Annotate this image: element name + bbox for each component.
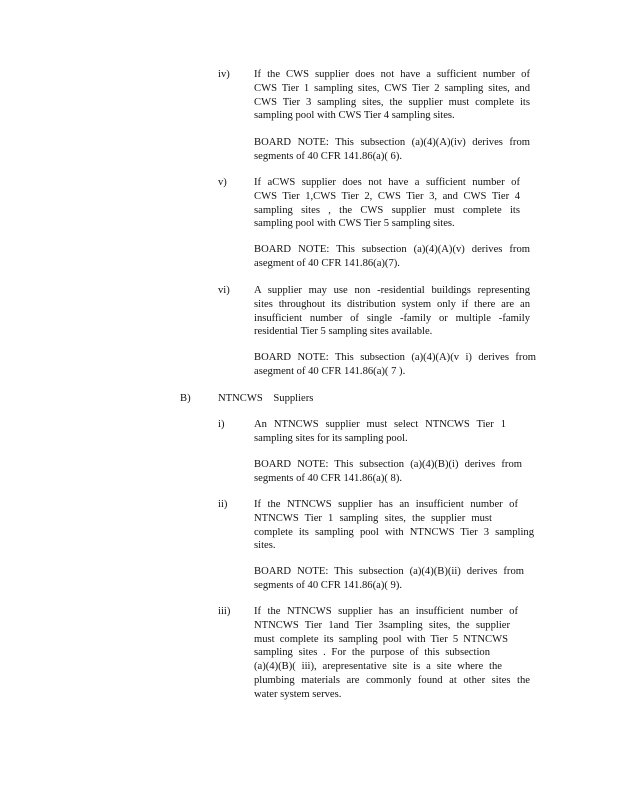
text-line: sampling sites , the CWS supplier must complete its	[254, 204, 520, 216]
board-note-vi	[254, 351, 536, 379]
text-line: NTNCWS Tier 1 sampling sites, the supplier must	[254, 512, 492, 524]
note-line: BOARD NOTE: This subsection (a)(4)(B)(ii) derives from	[254, 566, 524, 577]
board-note-v	[254, 243, 530, 271]
text-line: (a)(4)(B)( iii), arepresentative site is a site where the	[254, 661, 502, 673]
text-line: must complete its sampling pool with Tier 5 NTNCWS	[254, 633, 508, 645]
note-line: asegment of 40 CFR 141.86(a)(7).	[254, 257, 400, 269]
board-note-b-ii	[254, 565, 524, 593]
text-line: If the NTNCWS supplier has an insufficient number of	[254, 606, 518, 617]
text-line: If aCWS supplier does not have a sufficient number of	[254, 177, 520, 188]
text-line: insufficient number of single -family or multiple -family	[254, 312, 530, 324]
item-marker-iv: iv)	[218, 69, 230, 80]
item-marker-b-ii: ii)	[218, 499, 228, 510]
item-text-vi	[254, 284, 530, 339]
note-line: BOARD NOTE: This subsection (a)(4)(A)(iv) derives from	[254, 137, 530, 148]
text-line: sampling sites . For the purpose of this subsection	[254, 647, 490, 659]
item-marker-vi: vi)	[218, 285, 230, 296]
text-line: CWS Tier 3 sampling sites, the supplier must complete its	[254, 96, 530, 108]
item-text-iv	[254, 68, 530, 123]
text-line: residential Tier 5 sampling sites available.	[254, 326, 433, 338]
item-marker-v: v)	[218, 177, 227, 188]
text-line: NTNCWS Tier 1and Tier 3sampling sites, the supplier	[254, 619, 510, 631]
note-line: segments of 40 CFR 141.86(a)( 9).	[254, 579, 403, 591]
text-line: An NTNCWS supplier must select NTNCWS Tier 1	[254, 419, 506, 430]
text-line: If the NTNCWS supplier has an insufficient number of	[254, 499, 518, 510]
item-text-v	[254, 176, 520, 231]
note-line: BOARD NOTE: This subsection (a)(4)(A)(v i) derives from	[254, 352, 536, 363]
item-text-b-ii	[254, 498, 534, 553]
item-marker-b-i: i)	[218, 419, 225, 430]
note-line: segments of 40 CFR 141.86(a)( 6).	[254, 150, 403, 162]
text-line: plumbing materials are commonly found at other sites the	[254, 674, 530, 686]
text-line: CWS Tier 1 sampling sites, CWS Tier 2 sampling sites, and	[254, 82, 530, 94]
item-text-b-i	[254, 418, 506, 446]
text-line: sites throughout its distribution system only if there are an	[254, 298, 530, 310]
text-line: sampling sites for its sampling pool.	[254, 432, 408, 444]
section-title-b: NTNCWS Suppliers	[218, 393, 314, 404]
text-line: CWS Tier 1,CWS Tier 2, CWS Tier 3, and CWS Tier 4	[254, 190, 520, 202]
section-marker-b: B)	[180, 393, 191, 404]
item-marker-b-iii: iii)	[218, 606, 231, 617]
item-text-b-iii	[254, 605, 530, 702]
note-line: segments of 40 CFR 141.86(a)( 8).	[254, 472, 403, 484]
text-line: sampling pool with CWS Tier 4 sampling sites.	[254, 110, 455, 122]
board-note-b-i	[254, 458, 522, 486]
text-line: complete its sampling pool with NTNCWS Tier 3 sampling	[254, 526, 534, 538]
text-line: sampling pool with CWS Tier 5 sampling sites.	[254, 218, 455, 230]
note-line: BOARD NOTE: This subsection (a)(4)(B)(i) derives from	[254, 459, 522, 470]
board-note-iv	[254, 136, 530, 164]
text-line: A supplier may use non -residential buildings representing	[254, 285, 530, 296]
text-line: sites.	[254, 540, 276, 552]
text-line: If the CWS supplier does not have a sufficient number of	[254, 69, 530, 80]
note-line: asegment of 40 CFR 141.86(a)( 7 ).	[254, 365, 406, 377]
note-line: BOARD NOTE: This subsection (a)(4)(A)(v) derives from	[254, 244, 530, 255]
text-line: water system serves.	[254, 688, 342, 700]
